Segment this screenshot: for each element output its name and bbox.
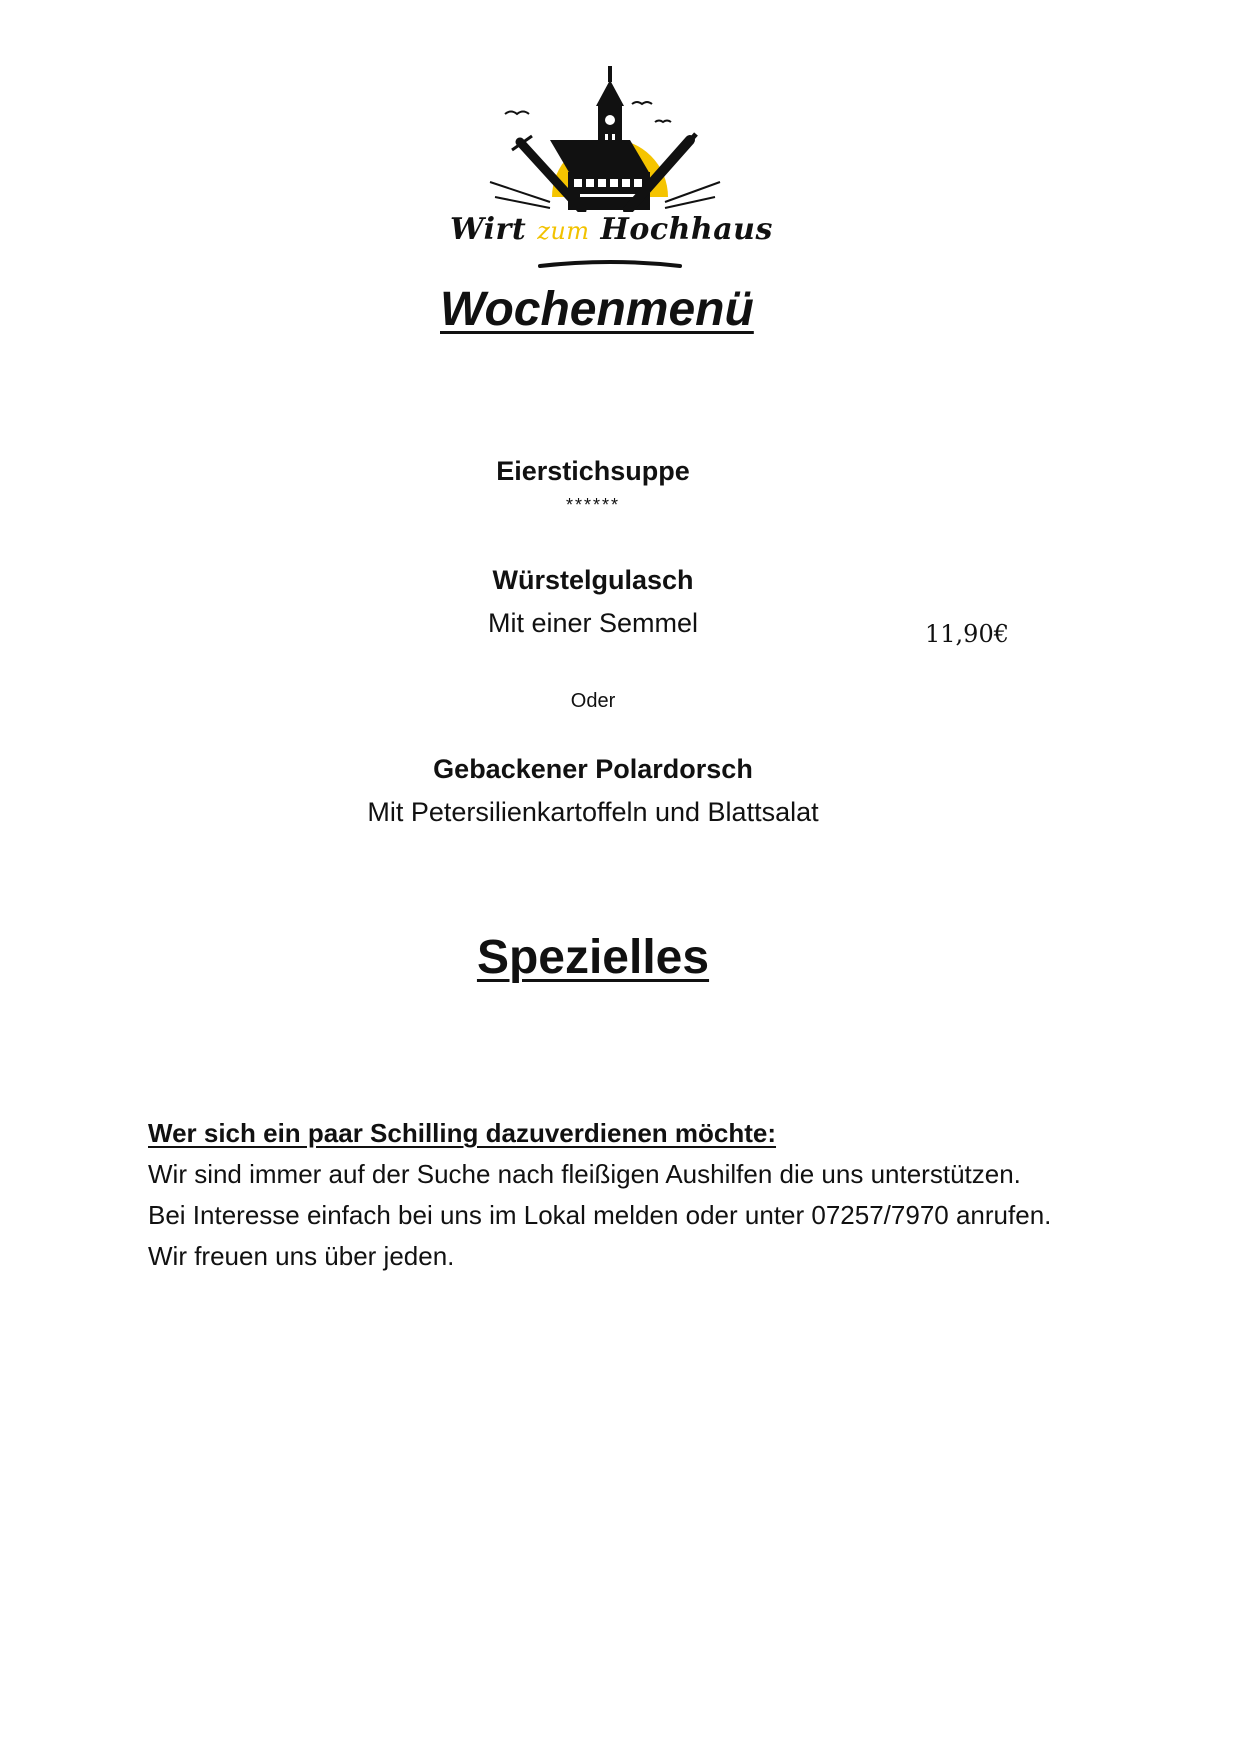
menu-soup: Eierstichsuppe [496, 456, 690, 486]
menu-separator: ****** [565, 495, 621, 515]
logo-underline-icon [450, 254, 760, 274]
job-notice-line: Wir freuen uns über jeden. [148, 1241, 455, 1271]
special-section-title: Spezielles [476, 931, 710, 984]
menu-or-label: Oder [570, 690, 616, 712]
restaurant-logo [450, 62, 773, 272]
job-notice [148, 1112, 1148, 1277]
job-notice-line: Bei Interesse einfach bei uns im Lokal melden oder unter 07257/7970 anrufen. [148, 1200, 1052, 1230]
logo-emblem-icon [450, 62, 760, 212]
menu-dish-2-name: Gebackener Polardorsch [433, 754, 753, 784]
menu-price: 11,90€ [925, 620, 1009, 648]
logo-wordmark [450, 212, 773, 247]
job-notice-heading: Wer sich ein paar Schilling dazuverdienen möchte: [148, 1118, 777, 1148]
job-notice-line: Wir sind immer auf der Suche nach fleißigen Aushilfen die uns unterstützen. [148, 1159, 1021, 1189]
menu-dish-1-name: Würstelgulasch [492, 565, 694, 595]
logo-word-hochhaus: Hochhaus [600, 212, 773, 247]
logo-word-zum: zum [537, 217, 590, 245]
logo-word-wirt: Wirt [450, 212, 527, 247]
menu-dish-1-description: Mit einer Semmel [487, 608, 699, 638]
menu-dish-2-description: Mit Petersilienkartoffeln und Blattsalat [367, 797, 819, 827]
page-title: Wochenmenü [440, 283, 754, 336]
